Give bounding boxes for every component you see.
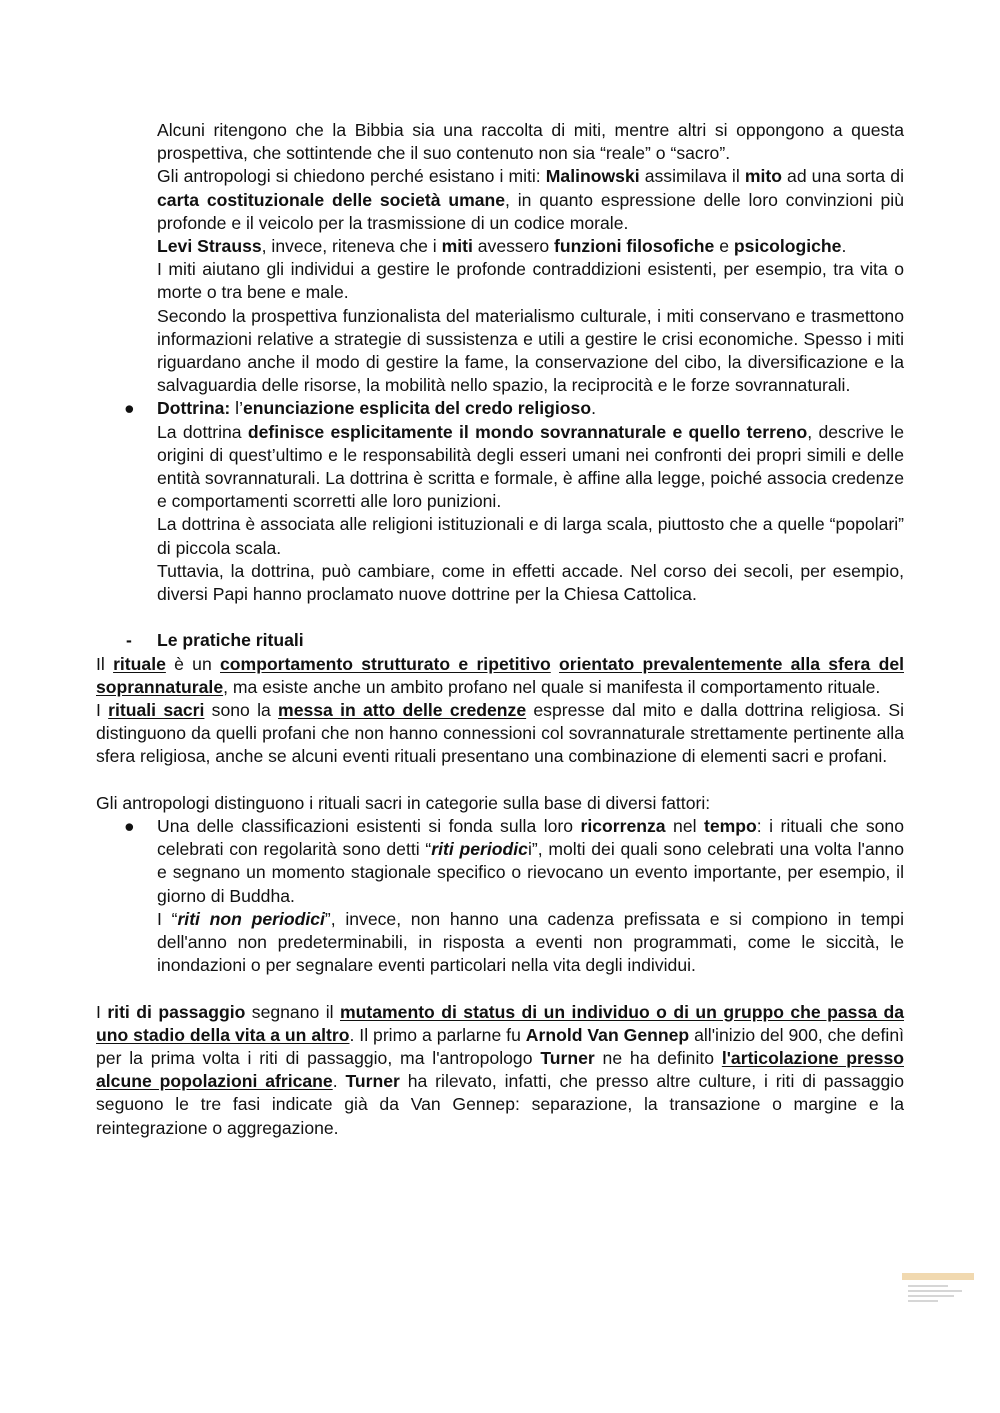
spacer [96,769,904,792]
spacer [96,606,904,629]
document-page [96,119,904,1140]
paragraph-myth-contradictions: I miti aiutano gli individui a gestire le profonde contraddizioni esistenti, per esempio, tra vita o morte o tra bene e male. [157,259,904,303]
bullet-classificazioni: ● Una delle classificazioni esistenti si fonda sulla loro ricorrenza nel tempo: i rituali che sono celebrati con regolarità sono detti “riti periodici”, molti dei quali sono celebrati una volta l'anno e segnano un momento stagionale specifico o rievocano un evento importante, per esempio, il giorno di Buddha. [124,816,904,906]
paragraph-riti-non-periodici: I “riti non periodici”, invece, non hanno una cadenza prefissata e si compiono in tempi dell'anno non predeterminabili, in risposta a eventi non programmati, come le siccità, le inondazioni o per segnalare eventi particolari nella vita degli individui. [157,908,904,976]
paragraph-dottrina-change: Tuttavia, la dottrina, può cambiare, come in effetti accade. Nel corso dei secoli, per esempio, diversi Papi hanno proclamato nuove dottrine per la Chiesa Cattolica. [157,560,904,605]
paragraph-rituale: Il rituale è un comportamento strutturato e ripetitivo orientato prevalentemente alla sfera del soprannaturale, ma esiste anche un ambito profano nel quale si manifesta il comportamento rituale. [96,653,904,697]
paragraph-riti-di-passaggio: I riti di passaggio segnano il mutamento di status di un individuo o di un gruppo che passa da uno stadio della vita a un altro. Il primo a parlarne fu Arnold Van Gennep all'inizio del 900, che definì per la prima volta i riti di passaggio, ma l'antropologo Turner ne ha definito l'articolazione presso alcune popolazioni africane. Turner ha rilevato, infatti, che presso altre culture, i riti di passaggio seguono le tre fasi indicate già da Van Gennep: separazione, la transazione o margine e la reintegrazione o aggregazione. [96,1001,905,1138]
paragraph-malinowski: Gli antropologi si chiedono perché esistano i miti: Malinowski assimilava il mito ad una sorta di carta costituzionale delle società umane, in quanto espressione delle loro convinzioni più profonde e il veicolo per la trasmissione di un codice morale. [157,166,904,233]
paragraph-categorie: Gli antropologi distinguono i rituali sacri in categorie sulla base di diversi fattori: [96,792,711,813]
paragraph-levi-strauss: Levi Strauss, invece, riteneva che i miti avessero funzioni filosofiche e psicologiche. [157,236,847,257]
bullet-marker: ● [124,816,135,837]
paragraph-dottrina-scale: La dottrina è associata alle religioni istituzionali e di larga scala, piuttosto che a quelle “popolari” di piccola scala. [157,514,904,558]
spacer [96,977,904,1000]
paragraph-functionalism: Secondo la prospettiva funzionalista del materialismo culturale, i miti conservano e trasmettono informazioni relative a strategie di sussistenza e utili a gestire le crisi economiche. Spesso i miti riguardano anche il modo di gestire la fame, la conservazione del cibo, la diversificazione e la salvaguardia delle risorse, la mobilità nello spazio, la reciprocità e le forze sovrannaturali. [157,305,904,396]
paragraph-dottrina-definition: La dottrina definisce esplicitamente il mondo sovrannaturale e quello terreno, descrive le origini di quest’ultimo e le responsabilità degli esseri umani nei confronti dei propri simili e delle entità sovrannaturali. La dottrina è scritta e formale, è affine alla legge, poiché associa credenze e comportamenti scorretti alle loro punizioni. [157,421,904,512]
section-heading-pratiche-rituali: - Le pratiche rituali [96,629,904,652]
thumbnail-header-bar [902,1273,974,1280]
bullet-dottrina: ● Dottrina: l’enunciazione esplicita del credo religioso. [96,397,904,420]
document-thumbnail-logo [902,1273,974,1307]
paragraph-bible-myths: Alcuni ritengono che la Bibbia sia una raccolta di miti, mentre altri si oppongono a questa prospettiva, che sottintende che il suo contenuto non sia “reale” o “sacro”. [157,120,904,164]
dash-marker: - [126,630,132,651]
paragraph-rituali-sacri: I rituali sacri sono la messa in atto delle credenze espresse dal mito e dalla dottrina religiosa. Si distinguono da quelli profani che non hanno connessioni col sovrannaturale strettamente pertinente alla sfera religiosa, anche se alcuni eventi rituali presentano una combinazione di elementi sacri e profani. [96,700,904,767]
bullet-marker: ● [124,398,135,419]
